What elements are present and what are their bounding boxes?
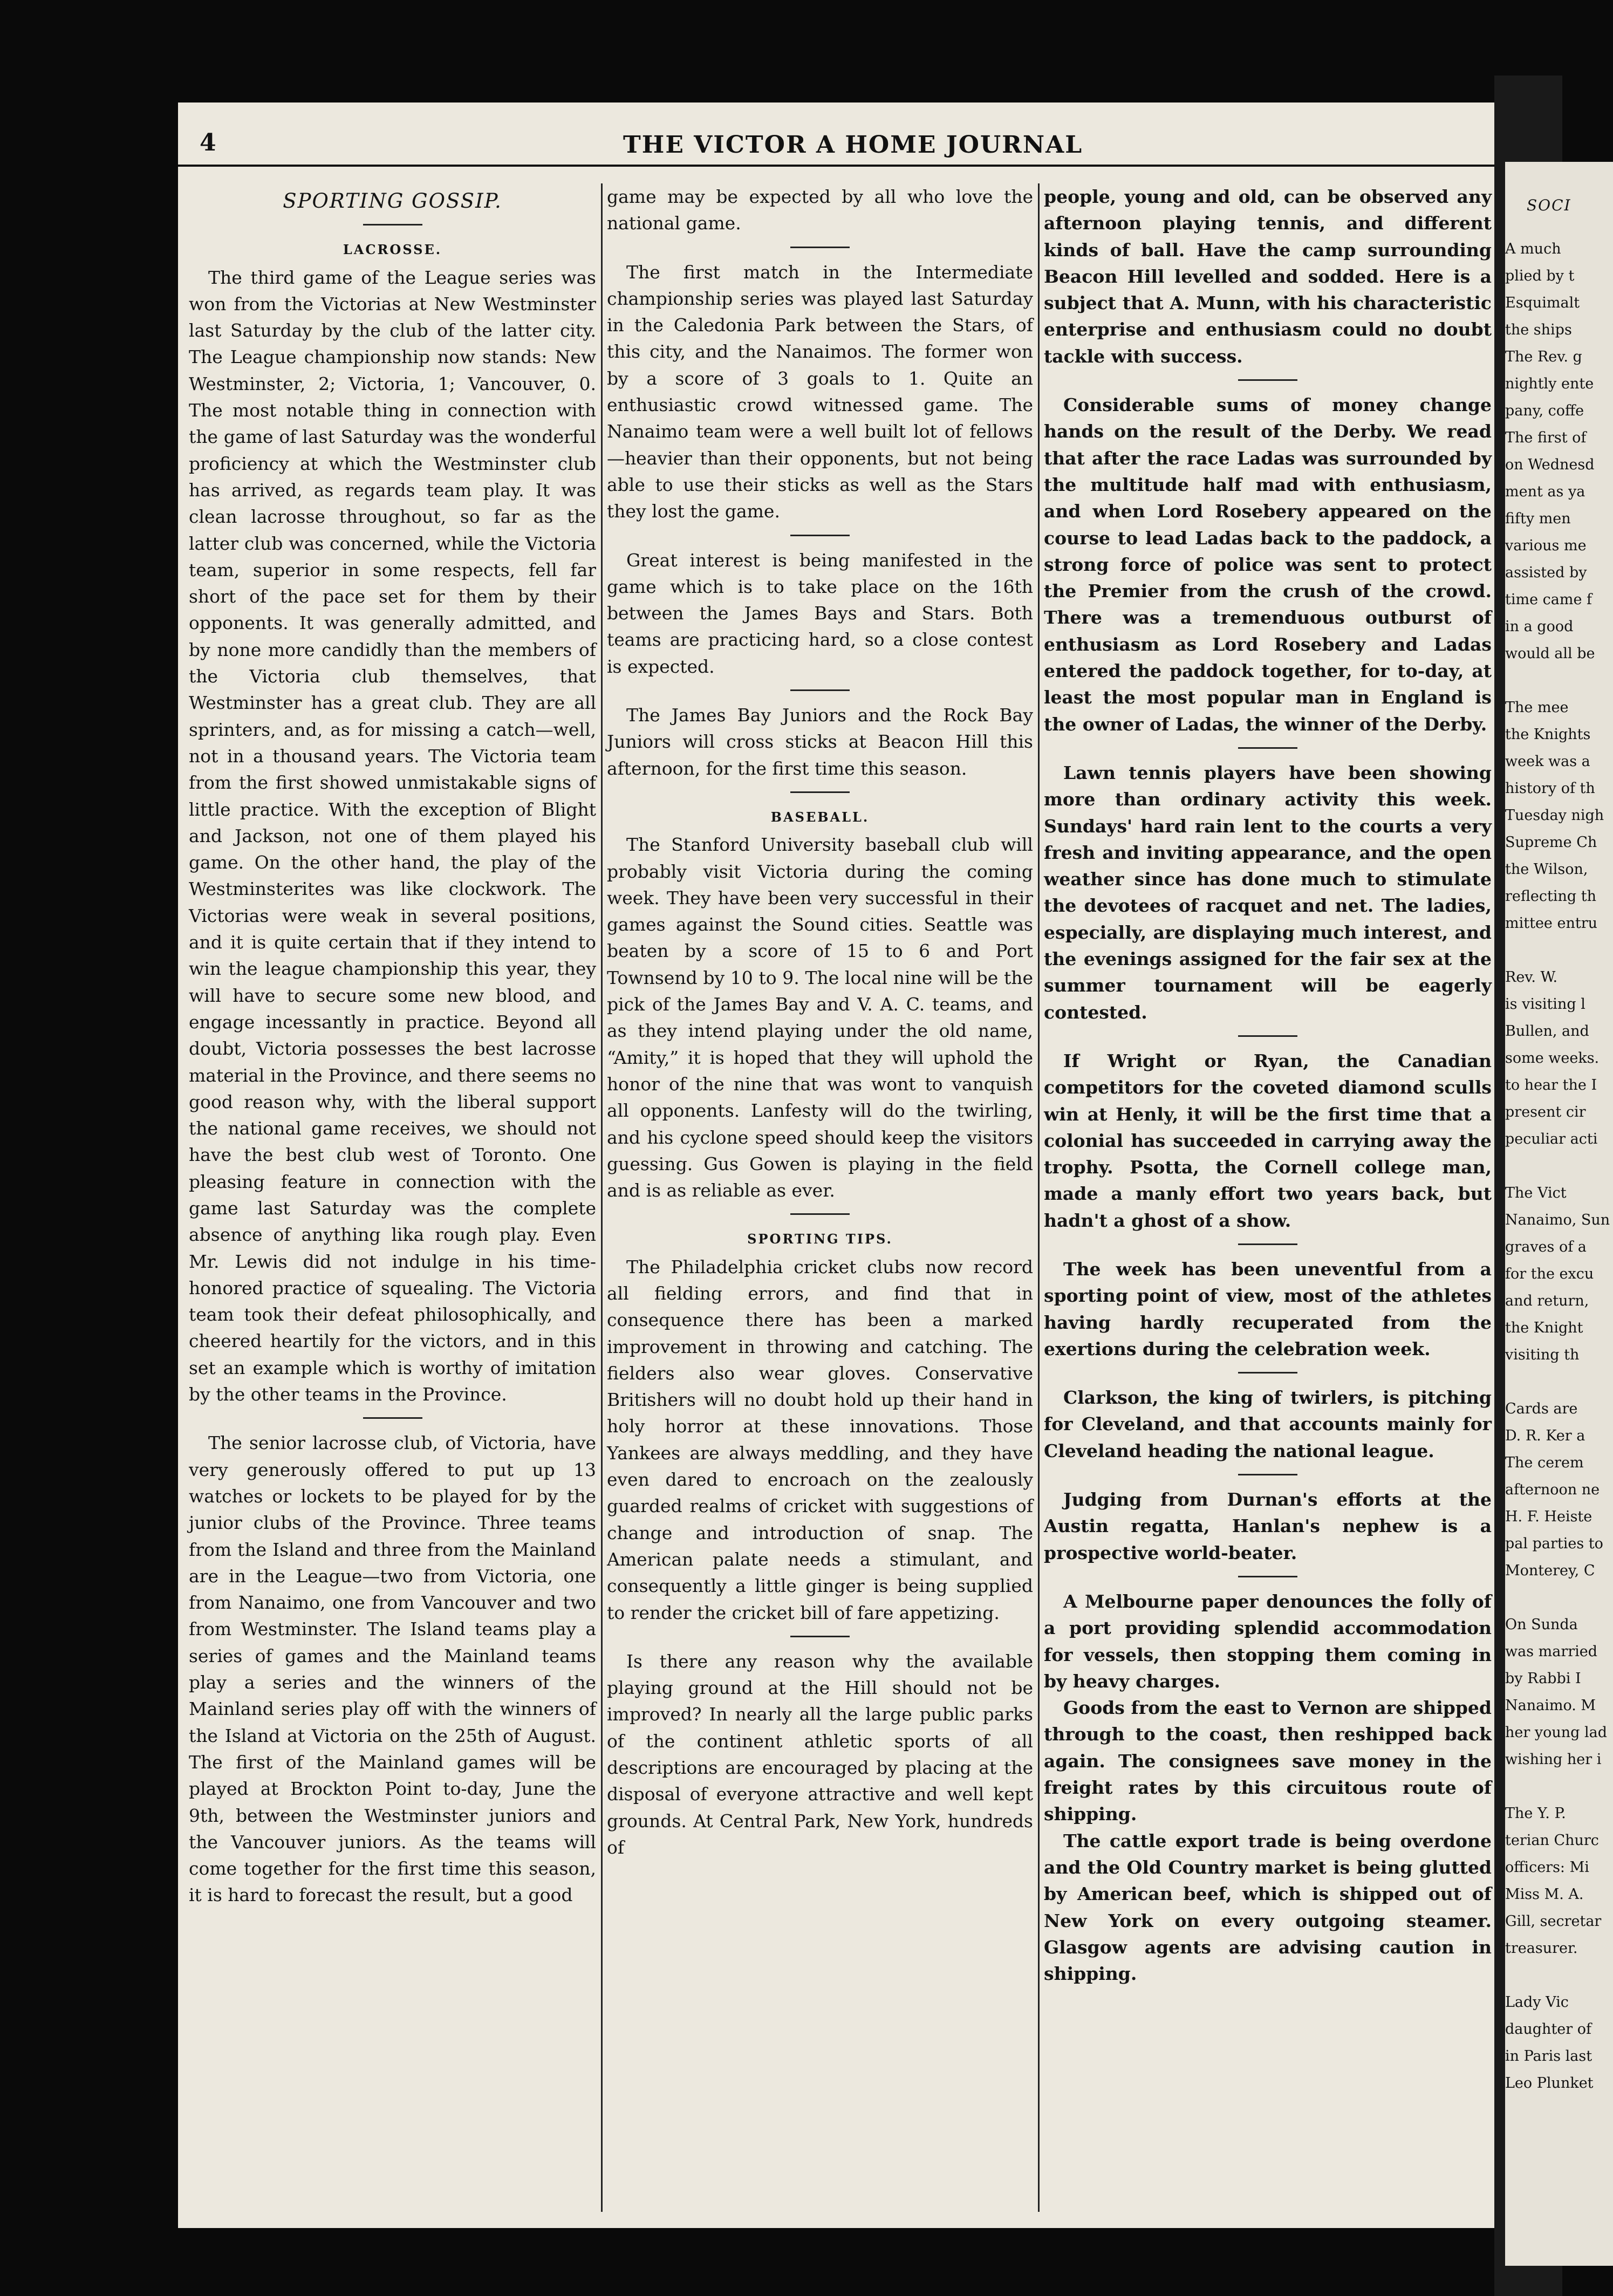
adjacent-page-line: the ships [1505, 322, 1572, 338]
adjacent-page-line: pany, coffe [1505, 402, 1584, 419]
adjacent-page-line: daughter of [1505, 2021, 1592, 2038]
page-number: 4 [200, 129, 216, 156]
adjacent-page-line: is visiting l [1505, 996, 1585, 1013]
adjacent-page-line: Nanaimo. M [1505, 1697, 1596, 1714]
lacrosse-heading: LACROSSE. [343, 242, 442, 258]
masthead: THE VICTOR A HOME JOURNAL [623, 131, 1083, 159]
article-paragraph: Judging from Durnan's efforts at the Austin regatta, Hanlan's nephew is a prospective world-beater. [1044, 1489, 1492, 1563]
divider [790, 247, 850, 248]
adjacent-page-line: in a good [1505, 618, 1574, 635]
article-paragraph: The Stanford University baseball club will probably visit Victoria during the coming week. They have been very successful in their games against the Sound cities. Seattle was beaten by a score of 15 to 6 and Port Townsend by 10 to 9. The local nine will be the pick of the James Bay and V. A. C. teams, and as they intend playing under the old name, “Amity,” it is hoped that they will uphold the honor of the nine that was wont to vanquish all opponents. Lanfesty will do the twirling, and his cyclone speed should keep the visitors guessing. Gus Gowen is playing in the field and is as reliable as ever. [607, 834, 1033, 1201]
column-1 [189, 183, 596, 1909]
divider [1238, 1243, 1297, 1245]
adjacent-page-line: H. F. Heiste [1505, 1508, 1593, 1525]
adjacent-page-line [1505, 1962, 1613, 1989]
adjacent-page-line: was married [1505, 1643, 1598, 1660]
adjacent-page-line: Rev. W. [1505, 969, 1558, 986]
adjacent-page-line: reflecting th [1505, 888, 1596, 905]
divider [1238, 1576, 1297, 1577]
adjacent-page-line: officers: Mi [1505, 1859, 1589, 1876]
page-header [178, 121, 1494, 167]
divider [363, 1417, 422, 1419]
divider [790, 1636, 850, 1637]
section-title: SPORTING GOSSIP. [283, 189, 502, 213]
article-paragraph: Clarkson, the king of twirlers, is pitching for Cleveland, and that accounts mainly for Cleveland heading the national league. [1044, 1387, 1492, 1461]
adjacent-page-line: mittee entru [1505, 915, 1597, 932]
adjacent-page-line: on Wednesd [1505, 456, 1595, 473]
adjacent-page-line: ment as ya [1505, 483, 1585, 500]
column-rule [1038, 183, 1040, 2212]
article-paragraph: The cattle export trade is being overdone and the Old Country market is being glutted by American beef, which is shipped out of New York on every outgoing steamer. Glasgow agents are advising caution in shipping. [1044, 1830, 1492, 1985]
newspaper-page [178, 102, 1494, 2228]
adjacent-page-line: Monterey, C [1505, 1562, 1595, 1579]
divider [1238, 1035, 1297, 1037]
article-paragraph: Is there any reason why the available playing ground at the Hill should not be improved? In nearly all the large public parks of the continent athletic sports of all descriptions are encouraged by placing at the disposal of everyone attractive and well kept grounds. At Central Park, New York, hundreds of [607, 1650, 1033, 1858]
adjacent-page-line: The Rev. g [1505, 348, 1582, 365]
adjacent-page-line: On Sunda [1505, 1616, 1578, 1633]
article-paragraph: Great interest is being manifested in the game which is to take place on the 16th between the James Bays and Stars. Both teams are practicing hard, so a close contest is expected. [607, 549, 1033, 677]
adjacent-page-line: the Knight [1505, 1320, 1583, 1336]
article-paragraph: A Melbourne paper denounces the folly of a port providing splendid accommodation for vessels, then stopping them coming in by heavy charges. [1044, 1590, 1492, 1692]
adjacent-page-line [1505, 1584, 1613, 1611]
adjacent-page-line: Bullen, and [1505, 1023, 1589, 1040]
sporting-tips-heading: SPORTING TIPS. [747, 1231, 893, 1247]
adjacent-page [1505, 162, 1613, 2266]
adjacent-page-line: Nanaimo, Sun [1505, 1212, 1610, 1228]
adjacent-page-line: D. R. Ker a [1505, 1427, 1585, 1444]
adjacent-page-line: Cards are [1505, 1400, 1578, 1417]
adjacent-page-line: week was a [1505, 753, 1590, 770]
adjacent-page-line: Lady Vic [1505, 1994, 1569, 2011]
adjacent-page-line: fifty men [1505, 510, 1571, 527]
adjacent-page-line: time came f [1505, 591, 1593, 608]
adjacent-page-line [1505, 667, 1613, 694]
adjacent-page-line: Gill, secretar [1505, 1913, 1602, 1930]
adjacent-page-title: SOCI [1527, 196, 1571, 214]
adjacent-page-line: present cir [1505, 1104, 1586, 1120]
divider [1238, 747, 1297, 749]
divider [790, 1213, 850, 1215]
adjacent-page-line [1505, 937, 1613, 964]
article-paragraph: The first match in the Intermediate championship series was played last Saturday in the Caledonia Park between the Stars, of this city, and the Nanaimos. The former won by a score of 3 goals to 1. Quite an enthusiastic crowd witnessed game. The Nanaimo team were a well built lot of fellows—heavier than their opponents, but not being able to use their sticks as well as the Stars they lost the game. [607, 261, 1033, 522]
adjacent-page-lines [1505, 236, 1613, 2097]
divider [790, 535, 850, 536]
adjacent-page-line: The cerem [1505, 1454, 1584, 1471]
column-rule [601, 183, 603, 2212]
article-paragraph: If Wright or Ryan, the Canadian competitors for the coveted diamond sculls win at Henly, it will be the first time that a colonial has succeeded in carrying away the trophy. Psotta, the Cornell college man, made a manly effort two years back, but hadn't a ghost of a show. [1044, 1050, 1492, 1231]
adjacent-page-line: wishing her i [1505, 1751, 1602, 1768]
adjacent-page-line: The mee [1505, 699, 1569, 716]
adjacent-page-line: some weeks. [1505, 1050, 1600, 1067]
adjacent-page-line: A much [1505, 241, 1561, 257]
adjacent-page-line: and return, [1505, 1293, 1589, 1309]
adjacent-page-line: Miss M. A. [1505, 1886, 1584, 1903]
adjacent-page-line: plied by t [1505, 268, 1575, 284]
adjacent-page-line: peculiar acti [1505, 1131, 1598, 1147]
adjacent-page-line: in Paris last [1505, 2048, 1593, 2065]
divider [1238, 1474, 1297, 1475]
article-paragraph: The Philadelphia cricket clubs now record all fielding errors, and find that in consequence there has been a marked improvement in throwing and catching. The fielders also wear gloves. Conservative Britishers will no doubt hold up their hand in holy horror at these innovations. Those Yankees are always meddling, and they have even dared to encroach on the zealously guarded realms of cricket with suggestions of change and introduction of snap. The American palate needs a stimulant, and consequently a little ginger is being supplied to render the cricket bill of fare appetizing. [607, 1256, 1033, 1623]
adjacent-page-line: The Y. P. [1505, 1805, 1566, 1822]
column-2 [607, 183, 1033, 1861]
adjacent-page-line: pal parties to [1505, 1535, 1603, 1552]
adjacent-page-line: The first of [1505, 429, 1587, 446]
adjacent-page-line [1505, 1369, 1613, 1396]
divider [1238, 379, 1297, 381]
article-paragraph: The week has been uneventful from a sporting point of view, most of the athletes having hardly recuperated from the exertions during the celebration week. [1044, 1258, 1492, 1359]
divider [790, 791, 850, 793]
adjacent-page-line: afternoon ne [1505, 1481, 1600, 1498]
adjacent-page-line: treasurer. [1505, 1940, 1578, 1957]
adjacent-page-line [1505, 1153, 1613, 1180]
adjacent-page-line: The Vict [1505, 1185, 1567, 1201]
article-paragraph: Goods from the east to Vernon are shipped through to the coast, then reshipped back again. The consignees save money in the freight rates by this circuitous route of shipping. [1044, 1697, 1492, 1825]
adjacent-page-line: the Wilson, [1505, 861, 1588, 878]
divider [790, 689, 850, 691]
adjacent-page-line: graves of a [1505, 1239, 1587, 1255]
adjacent-page-line: Leo Plunket [1505, 2075, 1594, 2092]
article-paragraph: game may be expected by all who love the national game. [607, 186, 1033, 234]
adjacent-page-line: would all be [1505, 645, 1595, 662]
adjacent-page-line: her young lad [1505, 1724, 1608, 1741]
adjacent-page-line [1505, 1773, 1613, 1800]
adjacent-page-line: Supreme Ch [1505, 834, 1597, 851]
adjacent-page-line: various me [1505, 537, 1587, 554]
adjacent-page-line: terian Churc [1505, 1832, 1599, 1849]
adjacent-page-line: the Knights [1505, 726, 1591, 743]
adjacent-page-line: by Rabbi I [1505, 1670, 1581, 1687]
baseball-heading: BASEBALL. [770, 809, 870, 825]
adjacent-page-line: for the excu [1505, 1266, 1594, 1282]
divider [363, 224, 422, 226]
article-paragraph: people, young and old, can be observed any afternoon playing tennis, and different kinds of ball. Have the camp surrounding Beacon Hill levelled and sodded. Here is a subject that A. Munn, with his characteristic enterprise and enthusiasm could no doubt tackle with success. [1044, 186, 1492, 367]
adjacent-page-line: history of th [1505, 780, 1595, 797]
adjacent-page-line: assisted by [1505, 564, 1587, 581]
divider [1238, 1372, 1297, 1374]
adjacent-page-line: visiting th [1505, 1347, 1580, 1363]
column-3 [1044, 183, 1492, 1987]
adjacent-page-line: Esquimalt [1505, 295, 1580, 311]
article-paragraph: The James Bay Juniors and the Rock Bay Juniors will cross sticks at Beacon Hill this afternoon, for the first time this season. [607, 705, 1033, 779]
article-paragraph: The senior lacrosse club, of Victoria, have very generously offered to put up 13 watches or lockets to be played for by the junior clubs of the Province. Three teams from the Island and three from the Mainland are in the League—two from Victoria, one from Nanaimo, one from Vancouver and two from Westminster. The Island teams play a series of games and the Mainland teams play a series and the winners of the Mainland series play off with the winners of the Island at Victoria on the 25th of August. The first of the Mainland games will be played at Brockton Point to-day, June the 9th, between the Westminster juniors and the Vancouver juniors. As the teams will come together for the first time this season, it is hard to forecast the result, but a good [189, 1432, 596, 1906]
adjacent-page-line: nightly ente [1505, 375, 1594, 392]
article-paragraph: The third game of the League series was won from the Victorias at New Westminster last Saturday by the club of the latter city. The League championship now stands: New Westminster, 2; Victoria, 1; Vancouver, 0. The most notable thing in connection with the game of last Saturday was the wonderful proficiency at which the Westminster club has arrived, as regards team play. It was clean lacrosse throughout, so far as the latter club was concerned, while the Victoria team, superior in some respects, fell far short of the pace set for them by their opponents. It was generally admitted, and by none more candidly than the members of the Victoria club themselves, that Westminster has a great club. They are all sprinters, and, as for missing a catch—well, not in a thousand years. The Victoria team from the first showed unmistakable signs of little practice. With the exception of Blight and Jackson, not one of them played his game. On the other hand, the play of the Westminsterites was like clockwork. The Victorias were weak in several positions, and it is quite certain that if they intend to win the league championship this year, they will have to secure some new blood, and engage incessantly in practice. Beyond all doubt, Victoria possesses the best lacrosse material in the Province, and there seems no good reason why, with the liberal support the national game receives, we should not have the best club west of Toronto. One pleasing feature in connection with the game last Saturday was the complete absence of anything lika rough play. Even Mr. Lewis did not indulge in his time-honored practice of squealing. The Victoria team took their defeat philosophically, and cheered heartily for the victors, and in this set an example which is worthy of imitation by the other teams in the Province. [189, 266, 596, 1405]
article-paragraph: Lawn tennis players have been showing more than ordinary activity this week. Sundays' hard rain lent to the courts a very fresh and inviting appearance, and the open weather since has done much to stimulate the devotees of racquet and net. The ladies, especially, are displaying much interest, and the evenings assigned for the fair sex at the summer tournament will be eagerly contested. [1044, 762, 1492, 1023]
adjacent-page-line: Tuesday nigh [1505, 807, 1604, 824]
adjacent-page-line: to hear the I [1505, 1077, 1597, 1094]
article-paragraph: Considerable sums of money change hands on the result of the Derby. We read that after the race Ladas was surrounded by the multitude half mad with enthusiasm, and when Lord Rosebery appeared on the course to lead Ladas back to the paddock, a strong force of police was sent to protect the Premier from the crush of the crowd. There was a tremenduous outburst of enthusiasm as Lord Rosebery and Ladas entered the paddock together, for to-day, at least the most popular man in England is the owner of Ladas, the winner of the Derby. [1044, 394, 1492, 735]
